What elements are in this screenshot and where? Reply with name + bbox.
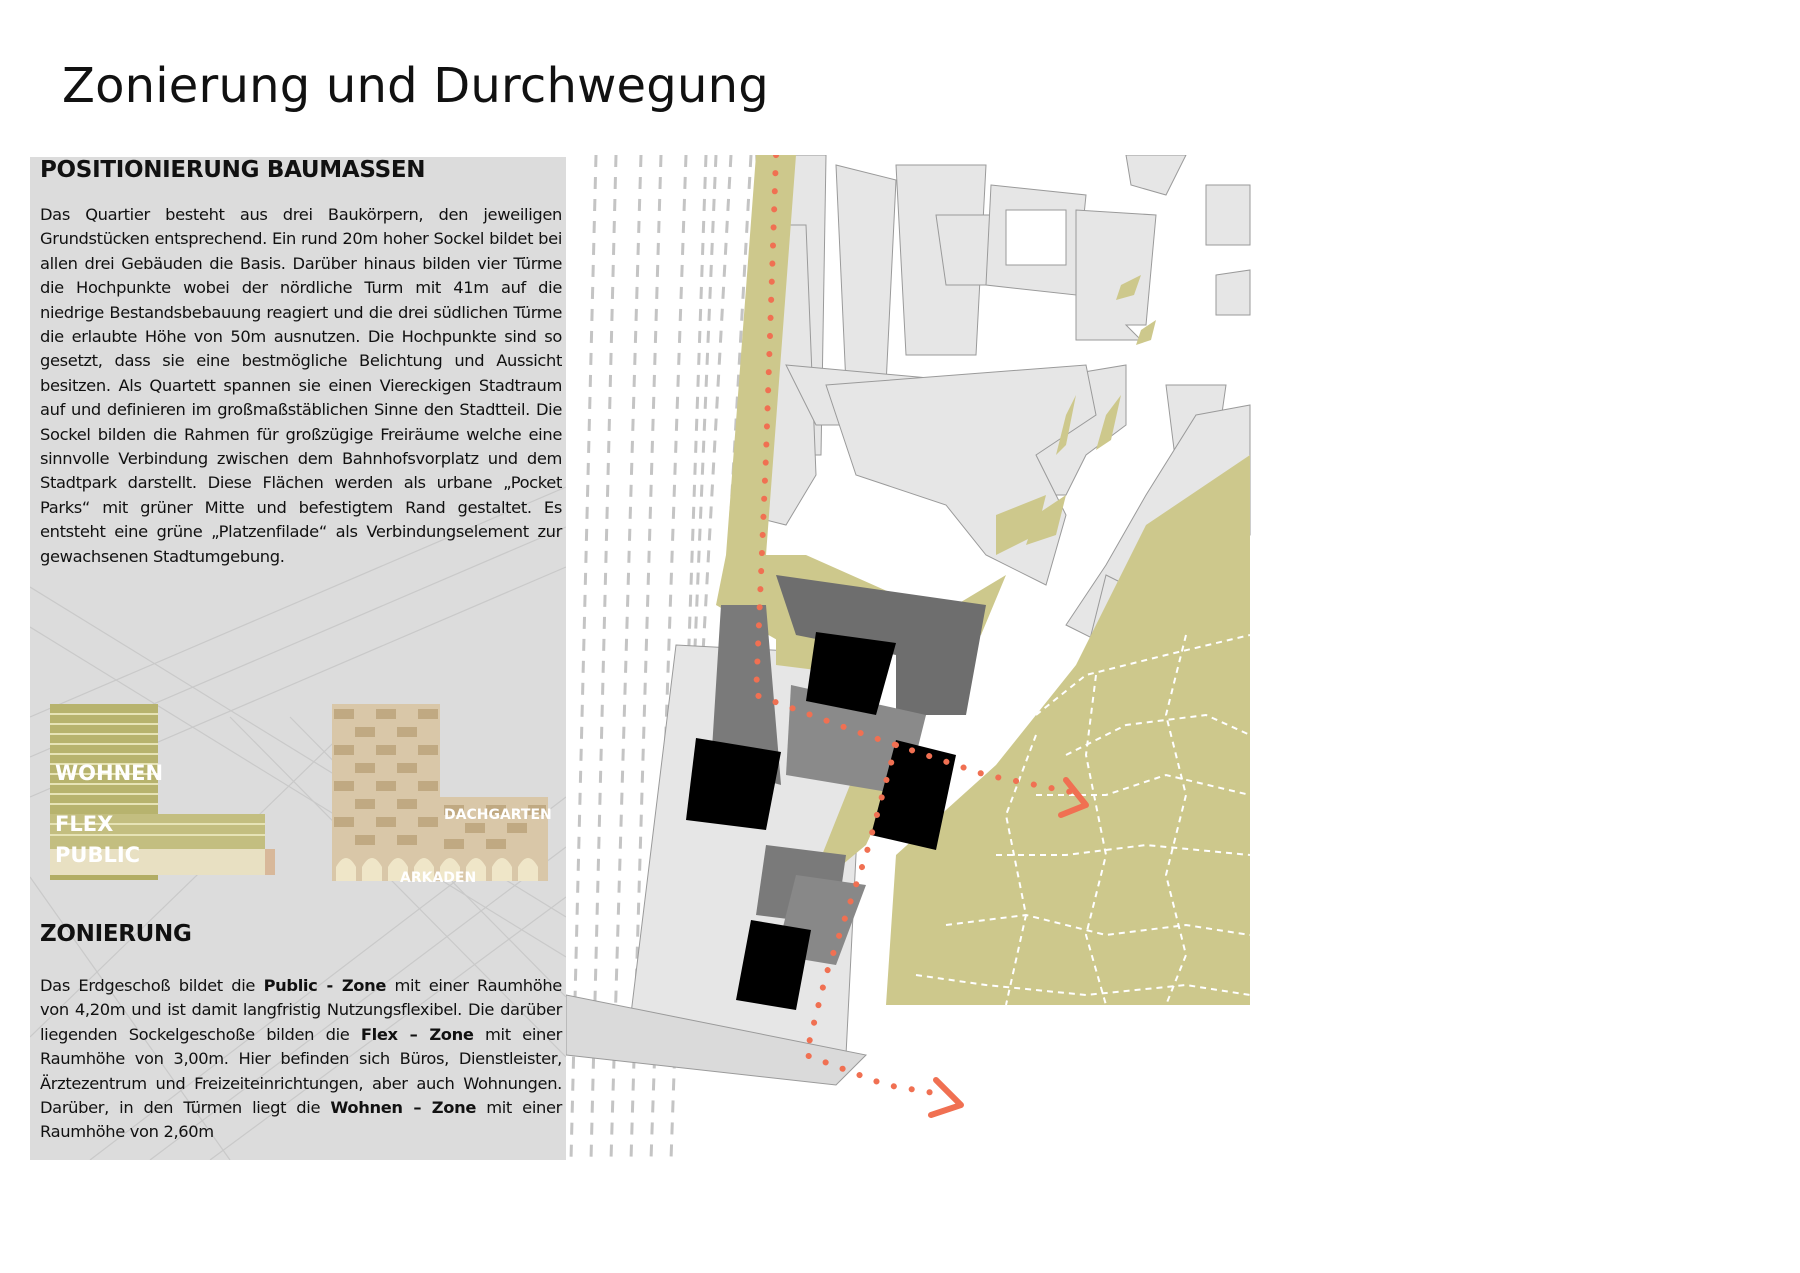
flex-label: FLEX (55, 812, 114, 836)
public-label: PUBLIC (55, 843, 141, 867)
flex-zone-term: Flex – Zone (360, 1024, 474, 1044)
positionierung-heading: POSITIONIERUNG BAUMASSEN (40, 157, 426, 183)
tower-west (686, 738, 781, 830)
zoning-section-diagram (30, 697, 566, 902)
public-zone-term: Public - Zone (263, 976, 387, 995)
dachgarten-label: DACHGARTEN (444, 807, 552, 823)
site-plan-map (566, 155, 1446, 1160)
arkaden-label: ARKADEN (400, 870, 477, 886)
text-panel (30, 157, 566, 1160)
positionierung-text: Das Quartier besteht aus drei Baukörpern, den jeweiligen Grundstücken entsprechend. Ein rund 20m hoher Sockel bildet bei allen drei Gebäuden die Basis. Darüber hinaus bilden vier Türme die Hochpunkte wobei der nördliche Turm mit 41m auf die niedrige Bestandsbebauung reagiert und die drei südlichen Türme die erlaubte Höhe von 50m ausnutzen. Die Hochpunkte sind so gesetzt, dass sie eine bestmögliche Belichtung und Aussicht besitzen. Als Quartett spannen sie einen Viereckigen Stadtraum auf und definieren im großmaßstäblichen Sinne den Stadtteil. Die Sockel bilden die Rahmen für großzügige Freiräume welche eine sinnvolle Verbindung zwischen dem Bahnhofsvorplatz und dem Stadtpark darstellt. Diese Flächen werden als urbane „Pocket Parks“ mit grüner Mitte und befestigtem Rand gestaltet. Es entsteht eine grüne „Platzenfilade“ als Verbindungselement zur gewachsenen Stadtumgebung. (40, 205, 562, 566)
wohnen-label: WOHNEN (55, 761, 164, 785)
wohnen-zone-term: Wohnen – Zone (330, 1098, 477, 1118)
zonierung-heading: ZONIERUNG (40, 921, 192, 947)
dachgarten-block (332, 704, 548, 854)
page-title: Zonierung und Durchwegung (62, 58, 769, 114)
zonierung-text: Das Erdgeschoß bildet die Public - Zone mit einer Raumhöhe von 4,20m und ist damit langfristig Nutzungsflexibel. Die darüber liegenden Sockelgeschoße bilden die Flex – Zone mit einer Raumhöhe von 3,00m. Hier befinden sich Büros, Dienstleister, Ärztezentrum und Freizeiteinrichtungen, aber auch Wohnungen. Darüber, in den Türmen liegt die Wohnen – Zone mit einer Raumhöhe von 2,60m (40, 976, 563, 1142)
